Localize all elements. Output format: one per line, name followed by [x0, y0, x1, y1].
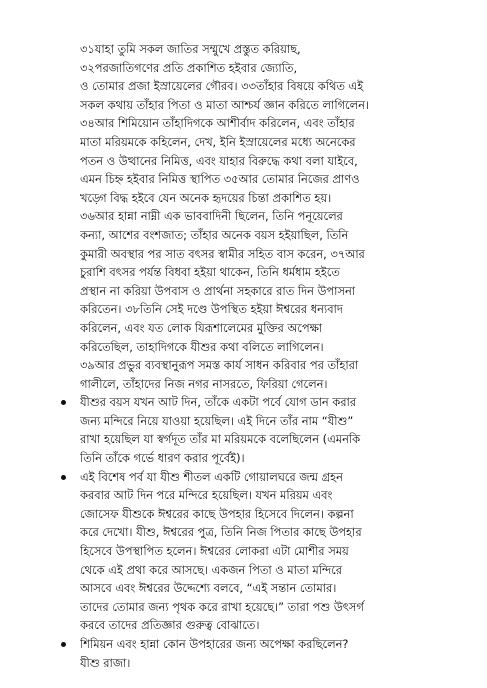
list-item [80, 468, 439, 635]
verse-line: গালীলে, তাঁহাদের নিজ নগর নাসরতে, ফিরিয়া গেলেন। [80, 376, 328, 391]
bullet-line: হিসেবে উপস্থাপিত হলেন। ঈশ্বরের লোকরা এটা মোশীর সময় [80, 544, 349, 559]
verse-line: খড়্গে বিদ্ধ হইবে যেন অনেক হৃদয়ের চিন্তা প্রকাশিত হয়। [80, 190, 332, 205]
bullet-line: যীশু রাজা। [80, 655, 131, 670]
bullet-line: যীশুর বয়স যখন আট দিন, তাঁকে একটা পর্বে যোগ ডান করার [80, 395, 357, 410]
bullet-dot-icon [61, 475, 66, 480]
bullet-line: জোসেফ যীশুকে ঈশ্বরের কাছে উপহার হিসেবে দিলেন। কল্পনা [80, 506, 354, 521]
bullet-line: থেকে এই প্রথা করে আসছে। একজন পিতা ও মাতা মন্দিরে [80, 562, 342, 577]
verse-line: করিলেন, এবং যত লোক যিরূশালেমের মুক্তির অপেক্ষা [80, 320, 323, 335]
verse-line: ৩২পরজাতিগণের প্রতি প্রকাশিত হইবার জ্যোতি, [80, 60, 298, 75]
verse-line: ৩৪আর শিমিয়োন তাঁহাদিগকে আশীর্বাদ করিলেন, এবং তাঁহার [80, 116, 355, 131]
bullet-line: রাখা হয়েছিল যা স্বর্গদূত তাঁর মা মরিয়মকে বলেছিলেন (এমনকি [80, 432, 361, 447]
verse-line: পতন ও উত্থানের নিমিত্ত, এবং যাহার বিরুদ্ধে কথা বলা যাইবে, [80, 153, 358, 168]
bullet-list [80, 393, 439, 672]
verse-line: কন্যা, আশের বংশজাত; তাঁহার অনেক বয়স হইয়াছিল, তিনি [80, 227, 349, 242]
bullet-dot-icon [61, 642, 66, 647]
bullet-line: আসবে এবং ঈশ্বরের উদ্দেশ্যে বলবে, “এই সন্তান তোমার। [80, 581, 337, 596]
verse-line: চুরাশি বৎসর পর্যন্ত বিধবা হইয়া থাকেন, তিনি ধর্মধাম হইতে [80, 265, 340, 280]
verse-line: ৩৯আর প্রভুর ব্যবস্থানুরূপ সমস্ত কার্য সাধন করিবার পর তাঁহারা [80, 358, 359, 373]
verse-line: প্রস্থান না করিয়া উপবাস ও প্রার্থনা সহকারে রাত দিন উপাসনা [80, 283, 356, 298]
bullet-line: করবার আট দিন পরে মন্দিরে হয়েছিল। যখন মরিয়ম এবং [80, 488, 333, 503]
verse-line: এমন চিহ্ন হইবার নিমিত্ত স্থাপিত ৩৫আর তোমার নিজের প্রাণও [80, 172, 360, 187]
scripture-passage [80, 40, 439, 393]
verse-line: ৩৬আর হান্না নাম্নী এক ভাববাদিনী ছিলেন, তিনি পনূয়েলের [80, 209, 343, 224]
verse-line: করিতেন। ৩৮তিনি সেই দণ্ডে উপস্থিত হইয়া ঈশ্বরের ধন্যবাদ [80, 302, 343, 317]
bullet-dot-icon [61, 400, 66, 405]
bullet-line: তিনি তাঁকে গর্ভে ধারণ করার পূর্বেই)। [80, 451, 245, 466]
bullet-line: জন্য মন্দিরে নিয়ে যাওয়া হয়েছিল। এই দিনে তাঁর নাম “যীশু” [80, 413, 354, 428]
verse-line: ৩১যাহা তুমি সকল জাতির সম্মুখে প্রস্তুত করিয়াছ, [80, 42, 301, 56]
verse-line: কুমারী অবস্থার পর সাত বৎসর স্বামীর সহিত বাস করেন, ৩৭আর [80, 246, 365, 261]
verse-line: করিতেছিল, তাহাদিগকে যীশুর কথা বলিতে লাগিলেন। [80, 339, 324, 354]
bullet-line: এই বিশেষ পর্ব যা যীশু শীতল একটি গোয়ালঘরে জন্ম গ্রহন [80, 469, 343, 484]
verse-line: মাতা মরিয়মকে কহিলেন, দেখ, ইনি ইস্রায়েলের মধ্যে অনেকের [80, 134, 356, 149]
list-item [80, 635, 439, 672]
verse-line: সকল কথায় তাঁহার পিতা ও মাতা আশ্চর্য জ্ঞান করিতে লাগিলেন। [80, 97, 369, 112]
list-item [80, 393, 439, 467]
bullet-line: তাদের তোমার জন্য পৃথক করে রাখা হয়েছে।” তারা পশু উৎসর্গ [80, 599, 364, 614]
verse-line: ও তোমার প্রজা ইস্রায়েলের গৌরব। ৩৩তাঁহার বিষয়ে কথিত এই [80, 79, 364, 94]
bullet-line: শিমিয়ন এবং হান্না কোন উপহারের জন্য অপেক্ষা করছিলেন? [80, 637, 349, 651]
bullet-line: করবে তাদের প্রতিজ্ঞার গুরুত্ব বোঝাতে। [80, 618, 260, 633]
bullet-line: করে দেখো। যীশু, ঈশ্বরের পুত্র, তিনি নিজ পিতার কাছে উপহার [80, 525, 362, 540]
